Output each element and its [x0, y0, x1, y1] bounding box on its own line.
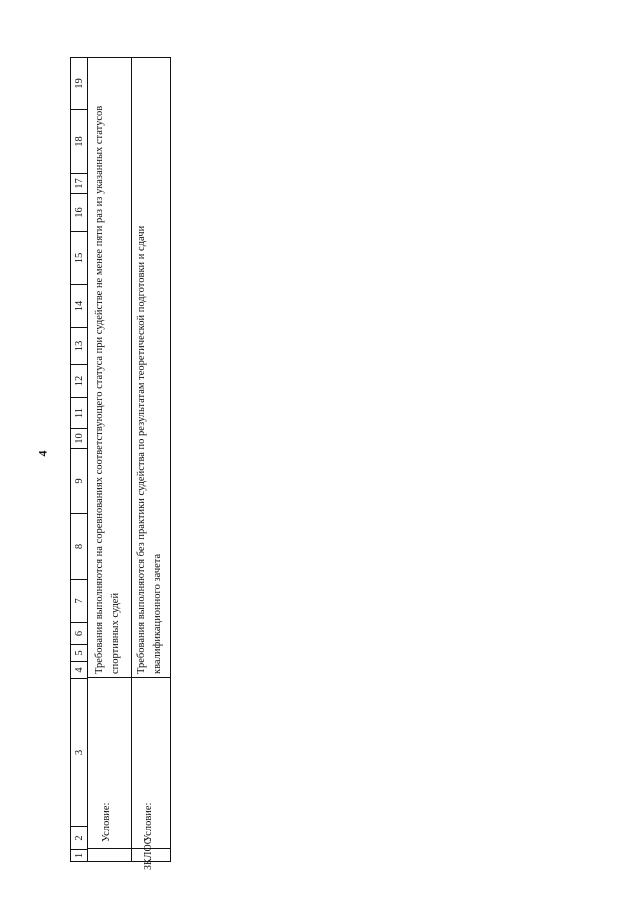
page-number: 4 — [35, 450, 50, 457]
requirement-text: Требования выполняются на соревнованиях соответствующего статуса при судействе не менее пяти раз из указанных статусов спортивных судей — [94, 105, 121, 674]
table-header-row — [71, 58, 88, 861]
header-cell: 8 — [71, 513, 87, 579]
requirement-text: Требования выполняются без практики судейства по результатам теоретической подготовки и сдачи квалификационного зачета — [136, 225, 163, 674]
header-cell: 6 — [71, 622, 87, 644]
header-cell: 4 — [71, 661, 87, 678]
header-cell: 5 — [71, 644, 87, 661]
header-cell: 7 — [71, 579, 87, 622]
header-cell: 13 — [71, 327, 87, 364]
header-cell: 11 — [71, 397, 87, 428]
header-cell: 1 — [71, 849, 87, 861]
header-cell: 18 — [71, 109, 87, 173]
header-cell: 14 — [71, 284, 87, 327]
header-cell: 2 — [71, 826, 87, 849]
header-cell: 19 — [73, 78, 85, 89]
header-cell: 16 — [71, 193, 87, 231]
header-cell: 10 — [71, 428, 87, 448]
header-cell: 12 — [71, 364, 87, 397]
row-code: ЗКЛОС — [143, 837, 154, 870]
code-cell — [87, 848, 131, 861]
header-cell: 3 — [71, 678, 87, 826]
header-cell: 15 — [71, 231, 87, 284]
header-cell: 9 — [71, 448, 87, 513]
table-row — [87, 58, 132, 861]
condition-label: Условие: — [143, 802, 154, 842]
condition-label: Условие: — [101, 802, 112, 842]
header-cell: 17 — [71, 173, 87, 193]
table-row — [131, 58, 170, 870]
requirements-table — [70, 57, 171, 870]
